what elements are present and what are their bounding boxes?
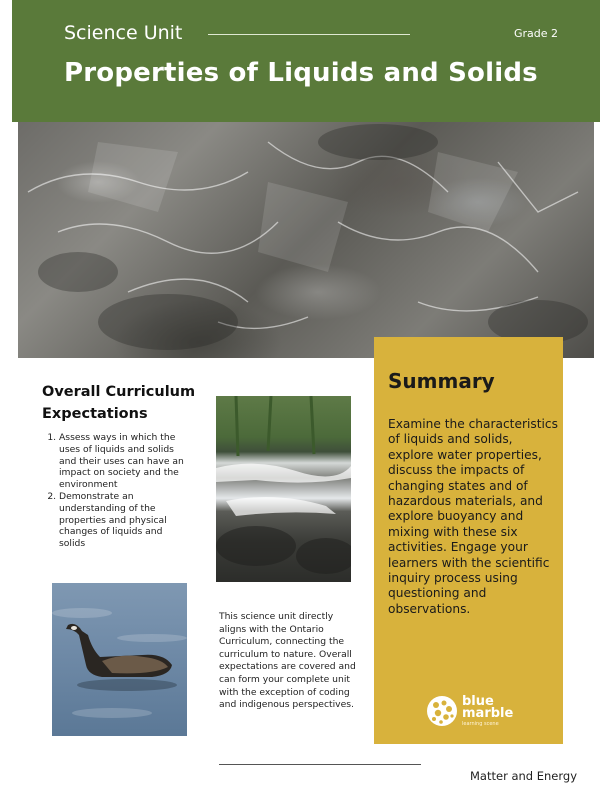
footer-divider [219, 764, 421, 765]
footer-label: Matter and Energy [470, 769, 577, 783]
marble-logo-icon [426, 695, 458, 727]
summary-panel [374, 337, 563, 744]
hero-image [18, 122, 594, 358]
grade-label: Grade 2 [514, 27, 559, 40]
header-banner [12, 0, 600, 122]
alignment-paragraph: This science unit directly aligns with the Ontario Curriculum, connecting the curriculum to nature. Overall expectations are covered and can form your complete unit with the exception of coding and indigenous perspectives. [219, 611, 356, 711]
unit-label: Science Unit [64, 22, 183, 44]
header-divider [208, 34, 410, 35]
curriculum-list [50, 432, 189, 550]
logo-tagline: learning scene [462, 721, 499, 727]
summary-title: Summary [388, 369, 495, 393]
logo-wordmark [462, 696, 513, 720]
stream-photo [216, 396, 351, 582]
logo-word-marble: marble [462, 706, 514, 721]
page-title: Properties of Liquids and Solids [64, 58, 538, 88]
summary-body: Examine the characteristics of liquids and solids, explore water properties, discuss the impacts of changing states and of hazardous materials, and explore buoyancy and mixing with these six activities. Engage your learners with the scientific inquiry process using questioning and observations. [388, 417, 558, 616]
goose-photo [52, 583, 187, 736]
list-item: 1. Assess ways in which the uses of liquids and solids and their uses can have an impact on society and the environment [59, 432, 189, 491]
blue-marble-logo [426, 695, 536, 731]
logo-word-blue: blue [462, 694, 494, 709]
curriculum-heading: Overall Curriculum Expectations [42, 384, 196, 422]
list-item: 2. Demonstrate an understanding of the properties and physical changes of liquids and solids [59, 491, 189, 550]
